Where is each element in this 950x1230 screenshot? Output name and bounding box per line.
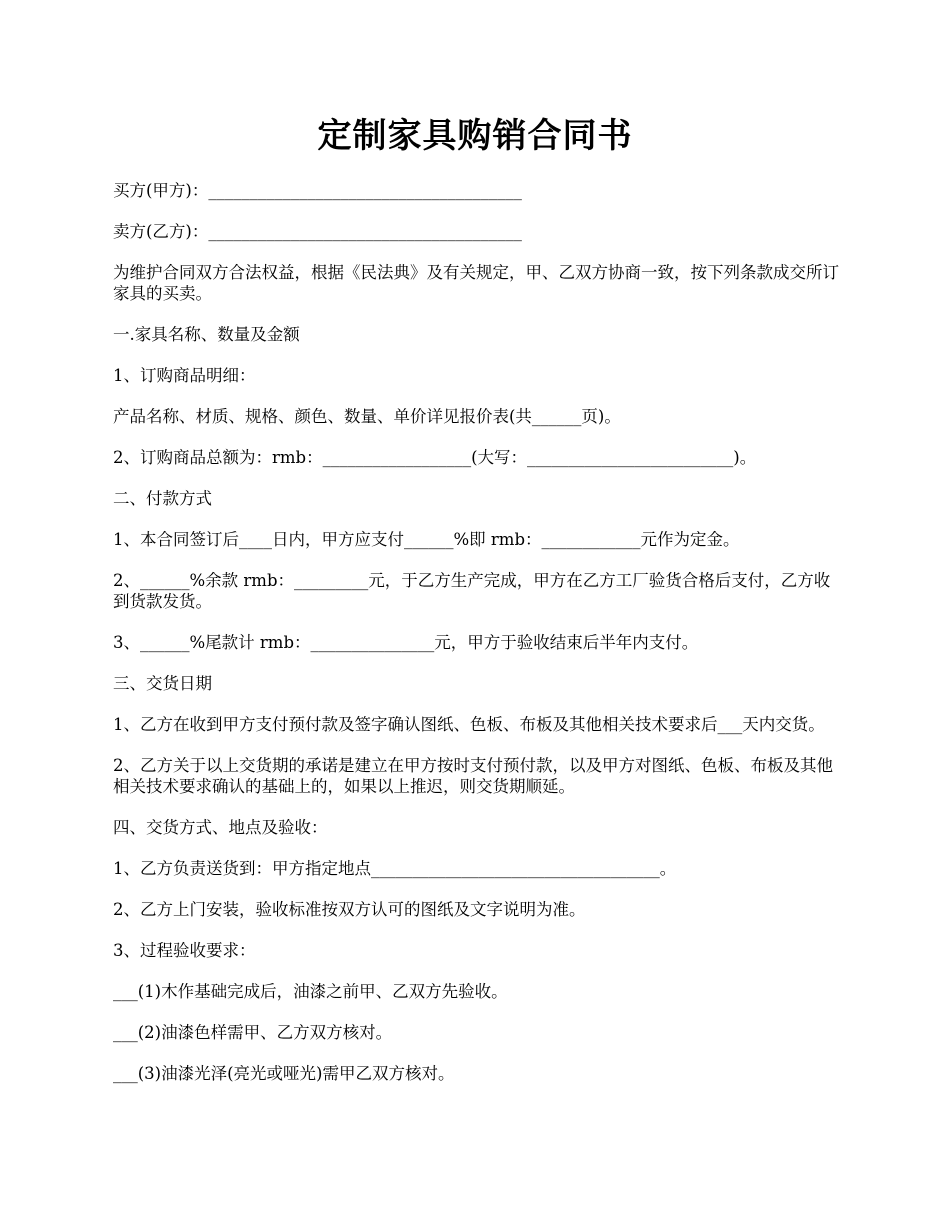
inspection-item-2: ___(2)油漆色样需甲、乙方双方核对。 <box>113 1023 393 1042</box>
buyer-line: 买方(甲方)：______________________________________ <box>113 181 522 200</box>
clause-3-1: 1、乙方在收到甲方支付预付款及签字确认图纸、色板、布板及其他相关技术要求后___天内交货。 <box>113 715 825 734</box>
clause-4-2: 2、乙方上门安装，验收标准按双方认可的图纸及文字说明为准。 <box>113 900 586 919</box>
section-heading-3: 三、交货日期 <box>113 674 212 693</box>
clause-1-2: 2、订购商品总额为：rmb：__________________(大写：_________________________)。 <box>113 448 757 467</box>
clause-2-3: 3、______%尾款计 rmb：_______________元，甲方于验收结束后半年内支付。 <box>113 633 699 652</box>
section-heading-1: 一.家具名称、数量及金额 <box>113 325 300 344</box>
clause-2-1: 1、本合同签订后____日内，甲方应支付______%即 rmb：____________元作为定金。 <box>113 530 740 549</box>
clause-1-detail: 产品名称、材质、规格、颜色、数量、单价详见报价表(共______页)。 <box>113 407 621 426</box>
seller-line: 卖方(乙方)：______________________________________ <box>113 222 522 241</box>
section-heading-4: 四、交货方式、地点及验收： <box>113 818 328 837</box>
inspection-item-1: ___(1)木作基础完成后，油漆之前甲、乙双方先验收。 <box>113 982 508 1001</box>
page-title: 定制家具购销合同书 <box>317 116 633 156</box>
contract-body <box>113 180 841 1104</box>
inspection-item-3: ___(3)油漆光泽(亮光或哑光)需甲乙双方核对。 <box>113 1064 455 1083</box>
preamble: 为维护合同双方合法权益，根据《民法典》及有关规定，甲、乙双方协商一致，按下列条款成交所订家具的买卖。 <box>113 263 839 303</box>
clause-3-2: 2、乙方关于以上交货期的承诺是建立在甲方按时支付预付款，以及甲方对图纸、色板、布板及其他相关技术要求确认的基础上的，如果以上推迟，则交货期顺延。 <box>113 756 833 796</box>
section-heading-2: 二、付款方式 <box>113 489 212 508</box>
clause-4-1: 1、乙方负责送货到：甲方指定地点___________________________________。 <box>113 859 677 878</box>
clause-4-3: 3、过程验收要求： <box>113 941 256 960</box>
clause-1-1: 1、订购商品明细： <box>113 366 256 385</box>
clause-2-2: 2、______%余款 rmb：_________元，于乙方生产完成，甲方在乙方工厂验货合格后支付，乙方收到货款发货。 <box>113 571 831 611</box>
